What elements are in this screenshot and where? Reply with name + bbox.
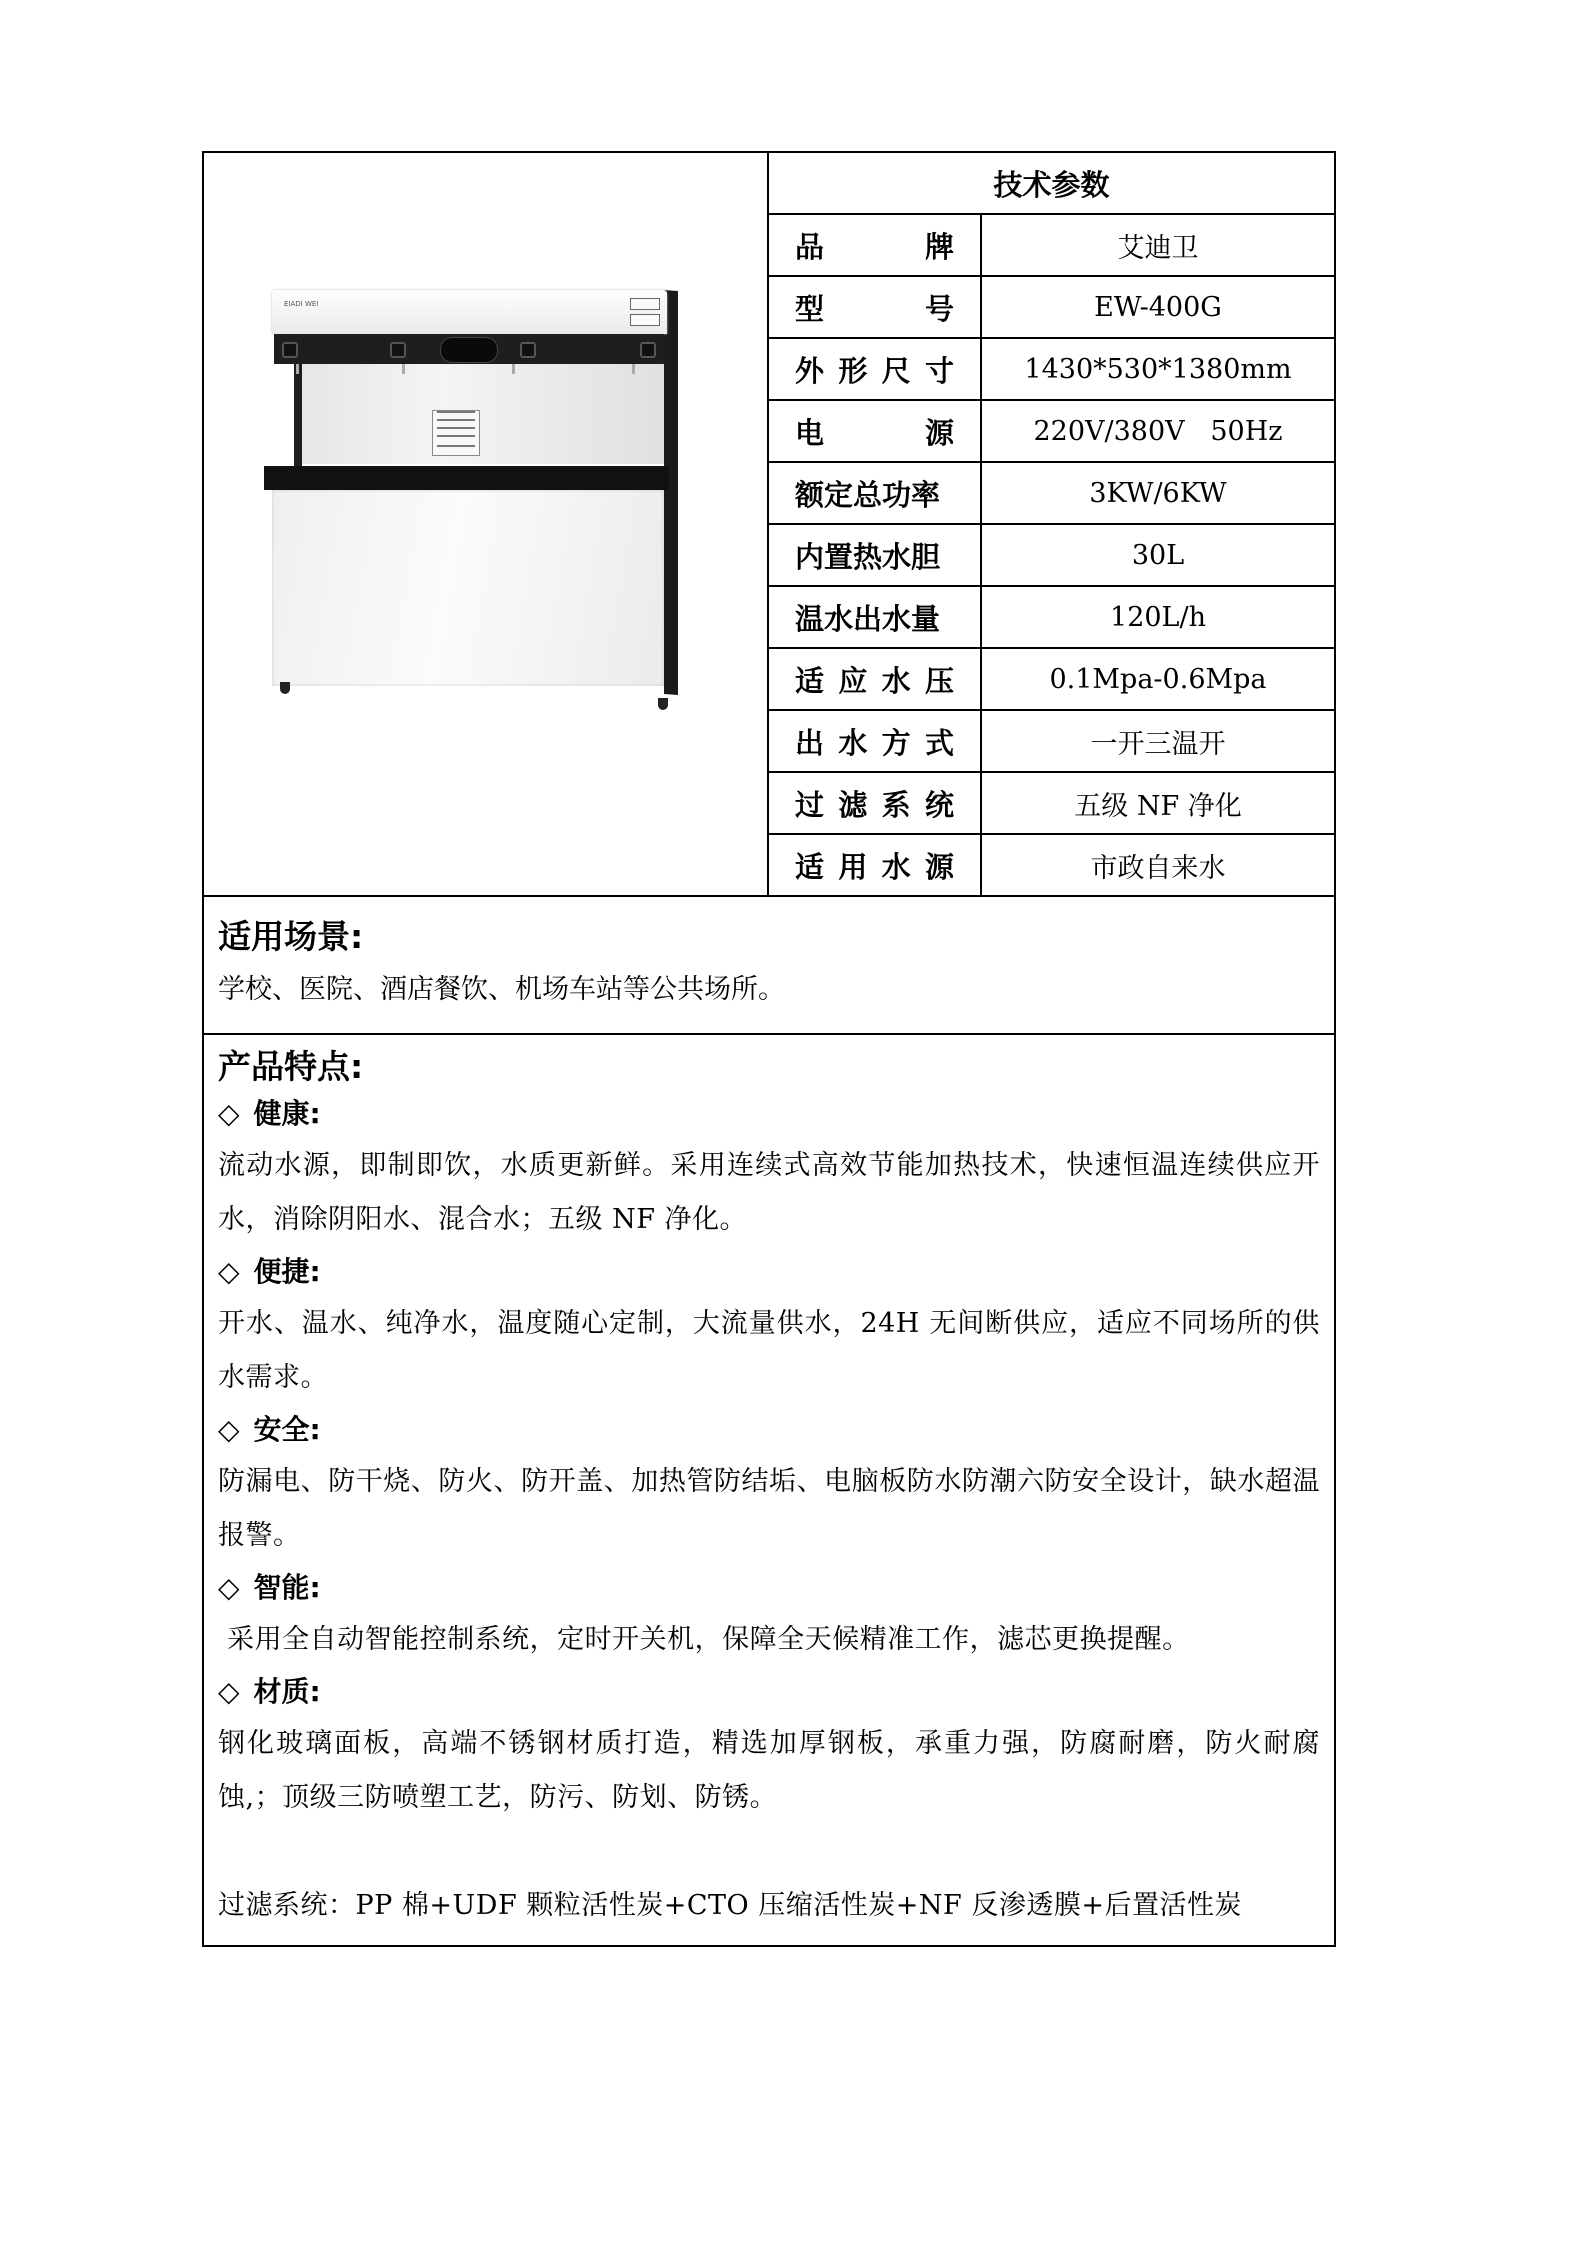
diamond-bullet-icon: ◇: [218, 1097, 240, 1130]
spec-row-warm-output: [769, 587, 1334, 649]
spec-value: 五级 NF 净化: [1074, 790, 1242, 822]
spec-row-brand: [769, 215, 1334, 277]
spec-row-water-pressure: [769, 649, 1334, 711]
spec-row-dimensions: [769, 339, 1334, 401]
diamond-bullet-icon: ◇: [218, 1255, 240, 1288]
spec-label: 电 源: [769, 401, 982, 461]
tap-button-icon: [640, 342, 656, 358]
wheel-icon: [280, 682, 290, 694]
scenarios-text: 学校、医院、酒店餐饮、机场车站等公共场所。: [218, 974, 785, 1005]
display-screen: [440, 337, 498, 363]
spec-value: 艾迪卫: [1117, 232, 1199, 264]
spec-label: 适 应 水 压: [769, 649, 982, 709]
spec-value: 市政自来水: [1090, 852, 1226, 884]
top-section: [204, 153, 1334, 897]
spec-row-model: [769, 277, 1334, 339]
dispenser-top-panel: [272, 290, 667, 334]
wheel-icon: [658, 698, 668, 710]
dispenser-back-panel: [298, 364, 664, 464]
spec-value: 1430*530*1380mm: [1024, 353, 1292, 385]
feature-heading-convenience: ◇ 便捷:: [218, 1247, 1320, 1297]
dispenser-base-cabinet: [272, 490, 664, 686]
spec-value: 3KW/6KW: [1089, 477, 1227, 509]
feature-text-convenience: 开水、温水、纯净水，温度随心定制，大流量供水，24H 无间断供应，适应不同场所的供水需求。: [218, 1308, 1320, 1393]
sticker-icon: [630, 298, 660, 310]
spec-table-title: 技术参数: [769, 153, 1334, 215]
spec-value: 120L/h: [1110, 601, 1206, 633]
feature-heading-smart: ◇ 智能:: [218, 1563, 1320, 1613]
spec-label: 型 号: [769, 277, 982, 337]
feature-text-health: 流动水源，即制即饮，水质更新鲜。采用连续式高效节能加热技术，快速恒温连续供应开水，消除阴阳水、混合水；五级 NF 净化。: [218, 1150, 1320, 1235]
spec-row-filter-system: [769, 773, 1334, 835]
spec-value: 一开三温开: [1090, 728, 1226, 760]
filter-system-note: 过滤系统：PP 棉+UDF 颗粒活性炭+CTO 压缩活性炭+NF 反渗透膜+后置活性炭: [218, 1890, 1242, 1921]
diamond-bullet-icon: ◇: [218, 1571, 240, 1604]
dispenser-post: [294, 364, 302, 468]
product-image-cell: [204, 153, 769, 895]
faucet-icon: [296, 364, 299, 374]
spec-label: 额定总功率: [769, 463, 982, 523]
dispenser-side-panel: [664, 290, 678, 695]
tap-button-icon: [390, 342, 406, 358]
spec-label: 适 用 水 源: [769, 835, 982, 895]
features-section: [204, 1035, 1334, 1945]
spec-label: 出 水 方 式: [769, 711, 982, 771]
spec-label: 温水出水量: [769, 587, 982, 647]
feature-text-smart: 采用全自动智能控制系统，定时开关机，保障全天候精准工作，滤芯更换提醒。: [218, 1624, 1190, 1655]
spec-row-rated-power: [769, 463, 1334, 525]
sticker-icon: [630, 314, 660, 326]
spec-row-hot-tank: [769, 525, 1334, 587]
brand-logo: EIADI WEI: [284, 300, 319, 308]
water-dispenser-image: [272, 290, 702, 720]
spec-label: 过 滤 系 统: [769, 773, 982, 833]
feature-heading-material: ◇ 材质:: [218, 1667, 1320, 1717]
tap-button-icon: [520, 342, 536, 358]
tap-button-icon: [282, 342, 298, 358]
features-title: 产品特点:: [218, 1047, 364, 1086]
drip-tray: [264, 466, 669, 490]
feature-heading-safety: ◇ 安全:: [218, 1405, 1320, 1455]
spec-value: EW-400G: [1094, 291, 1222, 323]
spec-row-power-supply: [769, 401, 1334, 463]
spec-label: 内置热水胆: [769, 525, 982, 585]
info-label: [432, 410, 480, 456]
feature-heading-health: ◇ 健康:: [218, 1089, 1320, 1139]
spec-value: 30L: [1131, 539, 1185, 571]
scenarios-section: [204, 897, 1334, 1035]
spec-row-water-source: [769, 835, 1334, 895]
scenarios-title: 适用场景:: [218, 917, 364, 956]
diamond-bullet-icon: ◇: [218, 1675, 240, 1708]
spec-label: 外 形 尺 寸: [769, 339, 982, 399]
spec-table: [769, 153, 1334, 895]
document-page: [202, 151, 1336, 1947]
product-spec-sheet: [202, 151, 1336, 1947]
feature-text-material: 钢化玻璃面板，高端不锈钢材质打造，精选加厚钢板，承重力强，防腐耐磨，防火耐腐蚀,；顶级三防喷塑工艺，防污、防划、防锈。: [218, 1728, 1320, 1813]
faucet-icon: [632, 364, 635, 374]
spec-label: 品 牌: [769, 215, 982, 275]
diamond-bullet-icon: ◇: [218, 1413, 240, 1446]
faucet-icon: [512, 364, 515, 374]
spec-row-output-mode: [769, 711, 1334, 773]
faucet-icon: [402, 364, 405, 374]
feature-text-safety: 防漏电、防干烧、防火、防开盖、加热管防结垢、电脑板防水防潮六防安全设计，缺水超温报警。: [218, 1466, 1320, 1551]
spec-value: 220V/380V 50Hz: [1033, 415, 1283, 447]
spec-value: 0.1Mpa-0.6Mpa: [1049, 663, 1267, 695]
